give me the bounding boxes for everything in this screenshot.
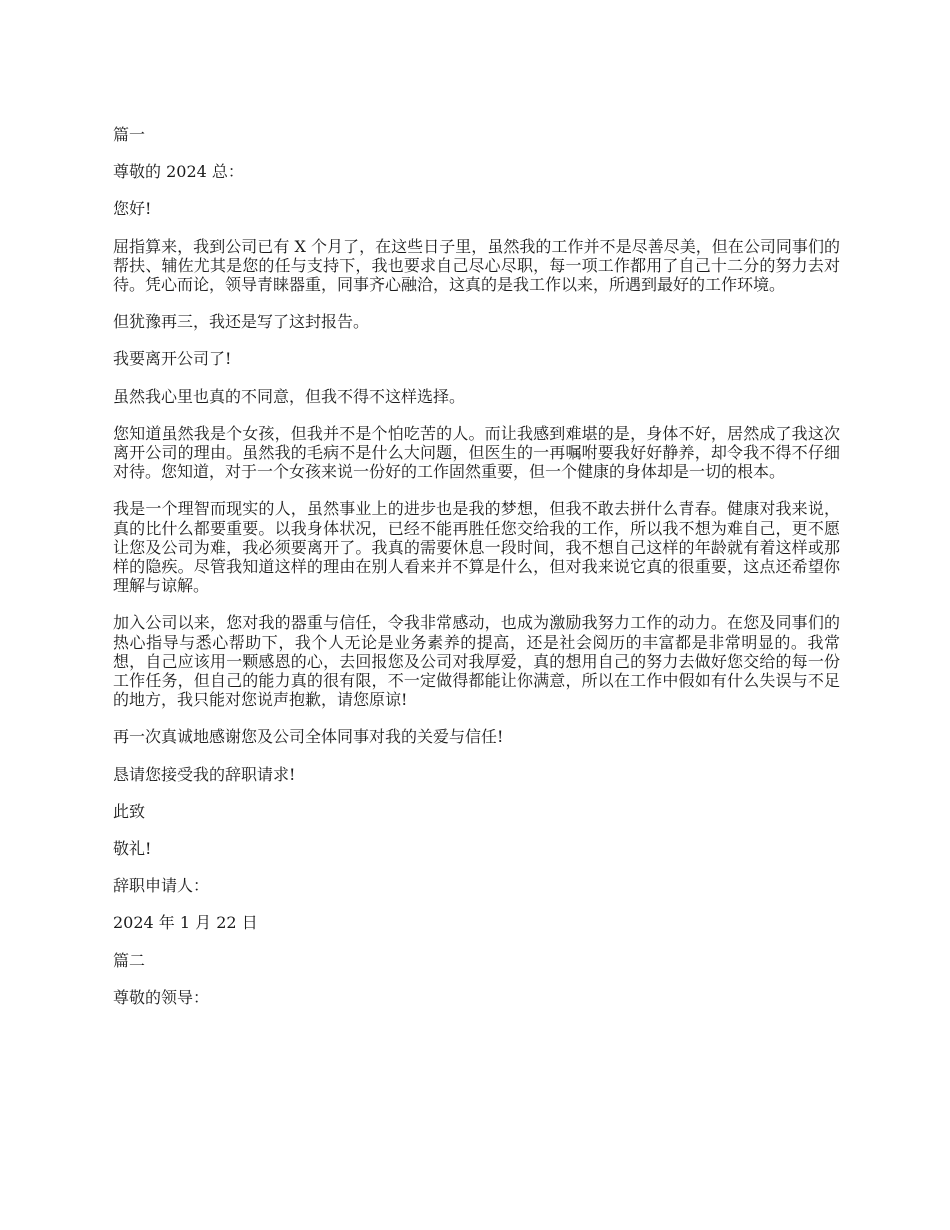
body-paragraph: 虽然我心里也真的不同意，但我不得不这样选择。 [113, 386, 466, 406]
section-heading-1: 篇一 [113, 125, 146, 144]
date: 2024 年 1 月 22 日 [113, 913, 258, 933]
body-paragraph: 恳请您接受我的辞职请求! [113, 764, 296, 784]
body-paragraph: 您知道虽然我是个女孩，但我并不是个怕吃苦的人。而让我感到难堪的是，身体不好，居然成了我这次离开公司的理由。虽然我的毛病不是什么大问题，但医生的一再嘱咐要我好好静养，却令我不得不仔细对待。您知道，对于一个女孩来说一份好的工作固然重要，但一个健康的身体却是一切的根本。 [113, 423, 840, 482]
salutation: 尊敬的 2024 总： [113, 162, 244, 182]
closing: 此致 [113, 801, 146, 821]
closing-salute: 敬礼! [113, 839, 152, 859]
signature-label: 辞职申请人： [113, 876, 210, 896]
body-paragraph: 再一次真诚地感谢您及公司全体同事对我的关爱与信任! [113, 727, 504, 747]
section-heading-2: 篇二 [113, 950, 146, 970]
document-page [113, 125, 840, 1025]
body-paragraph: 屈指算来，我到公司已有 X 个月了，在这些日子里，虽然我的工作并不是尽善尽美，但在公司同事们的帮扶、辅佐尤其是您的任与支持下，我也要求自己尽心尽职，每一项工作都用了自己十二分的努力去对待。凭心而论，领导青睐器重，同事齐心融洽，这真的是我工作以来，所遇到最好的工作环境。 [113, 236, 840, 295]
body-paragraph: 我是一个理智而现实的人，虽然事业上的进步也是我的梦想，但我不敢去拼什么青春。健康对我来说，真的比什么都要重要。以我身体状况，已经不能再胜任您交给我的工作，所以我不想为难自己，更不愿让您及公司为难，我必须要离开了。我真的需要休息一段时间，我不想自己这样的年龄就有着这样或那样的隐疾。尽管我知道这样的理由在别人看来并不算是什么，但对我来说它真的很重要，这点还希望你理解与谅解。 [113, 499, 840, 596]
greeting: 您好! [113, 199, 152, 219]
salutation-2: 尊敬的领导： [113, 987, 210, 1007]
body-paragraph: 但犹豫再三，我还是写了这封报告。 [113, 312, 370, 332]
body-paragraph: 加入公司以来，您对我的器重与信任，令我非常感动，也成为激励我努力工作的动力。在您及同事们的热心指导与悉心帮助下，我个人无论是业务素养的提高，还是社会阅历的丰富都是非常明显的。我常想，自己应该用一颗感恩的心，去回报您及公司对我厚爱，真的想用自己的努力去做好您交给的每一份工作任务，但自己的能力真的很有限，不一定做得都能让你满意，所以在工作中假如有什么失误与不足的地方，我只能对您说声抱歉，请您原谅! [113, 613, 840, 710]
body-paragraph: 我要离开公司了! [113, 349, 232, 369]
